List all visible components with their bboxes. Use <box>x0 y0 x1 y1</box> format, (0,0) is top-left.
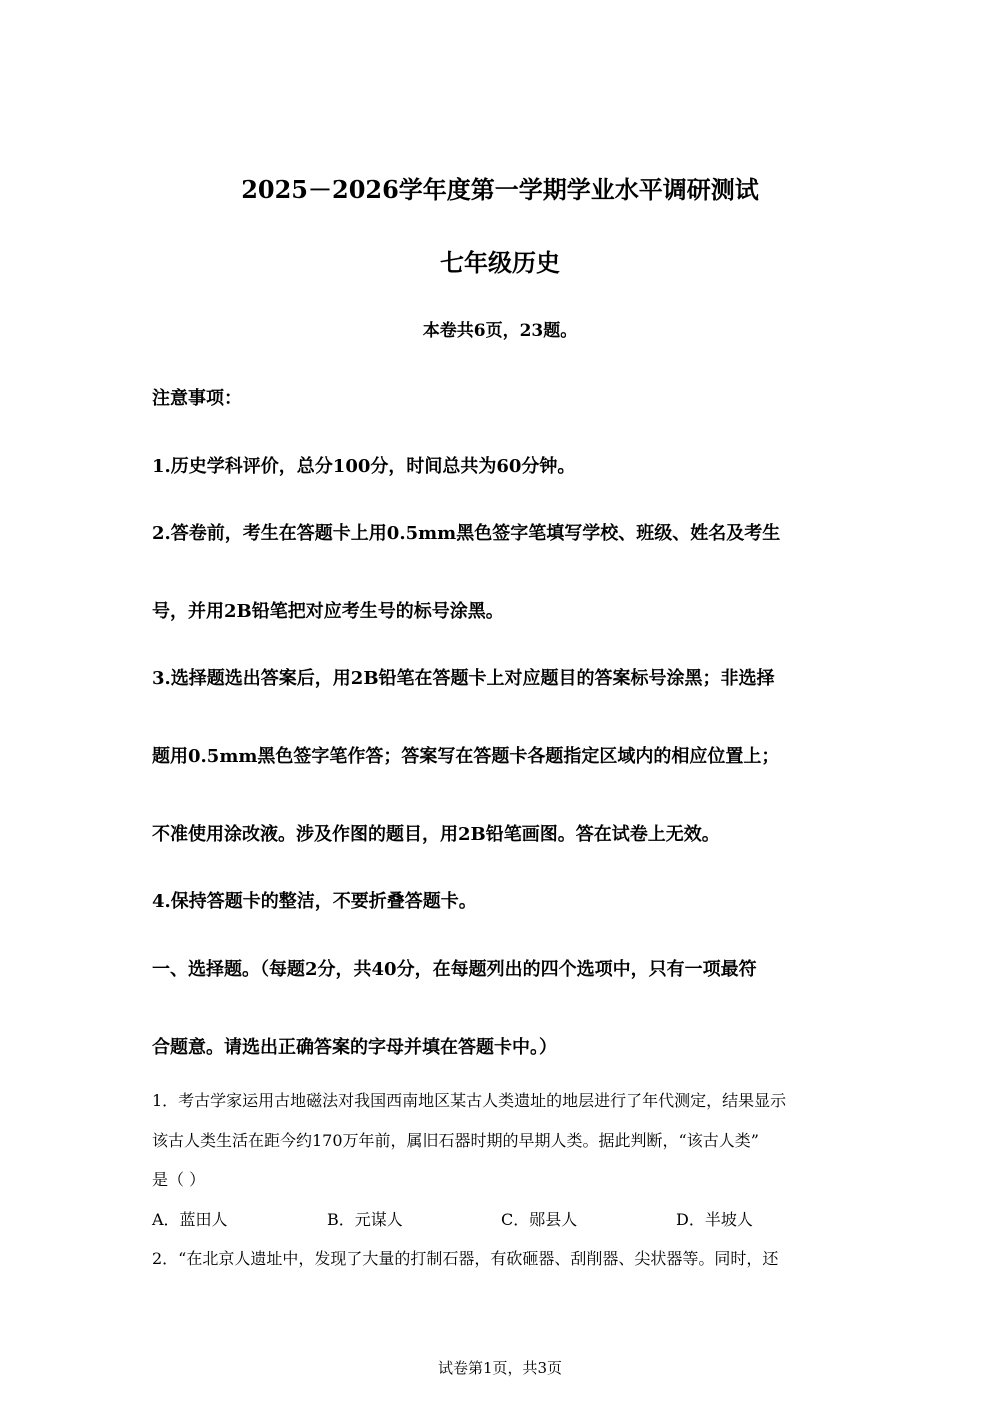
question-1-line: 是（ ） <box>152 1170 206 1189</box>
exam-subtitle: 七年级历史 <box>440 248 560 277</box>
question-1-option-c: C．郧县人 <box>501 1210 578 1229</box>
exam-info: 本卷共6页，23题。 <box>422 321 578 341</box>
question-1-option-d: D．半坡人 <box>676 1210 753 1229</box>
notes-heading: 注意事项： <box>152 388 242 409</box>
page-footer: 试卷第1页，共3页 <box>437 1359 563 1377</box>
question-1-line: 该古人类生活在距今约170万年前，属旧石器时期的早期人类。据此判断，“该古人类” <box>152 1131 759 1150</box>
note-line: 1.历史学科评价，总分100分，时间总共为60分钟。 <box>152 456 576 477</box>
note-line: 题用0.5mm黑色签字笔作答；答案写在答题卡各题指定区域内的相应位置上； <box>152 746 780 767</box>
note-line: 不准使用涂改液。涉及作图的题目，用2B铅笔画图。答在试卷上无效。 <box>152 824 720 845</box>
note-line: 2.答卷前，考生在答题卡上用0.5mm黑色签字笔填写学校、班级、姓名及考生 <box>152 523 781 544</box>
section-heading-cont: 合题意。请选出正确答案的字母并填在答题卡中。） <box>152 1037 557 1058</box>
note-line: 4.保持答题卡的整洁，不要折叠答题卡。 <box>152 891 477 912</box>
exam-title: 2025－2026学年度第一学期学业水平调研测试 <box>241 175 759 204</box>
question-1-option-b: B．元谋人 <box>327 1210 403 1229</box>
note-line: 号，并用2B铅笔把对应考生号的标号涂黑。 <box>152 601 504 622</box>
section-heading: 一、选择题。（每题2分，共40分，在每题列出的四个选项中，只有一项最符 <box>152 959 757 980</box>
question-1-line: 1．考古学家运用古地磁法对我国西南地区某古人类遗址的地层进行了年代测定，结果显示 <box>152 1091 787 1110</box>
question-2-line: 2．“在北京人遗址中，发现了大量的打制石器，有砍砸器、刮削器、尖状器等。同时，还 <box>152 1249 779 1268</box>
question-1-option-a: A．蓝田人 <box>152 1210 228 1229</box>
note-line: 3.选择题选出答案后，用2B铅笔在答题卡上对应题目的答案标号涂黑；非选择 <box>152 668 775 689</box>
